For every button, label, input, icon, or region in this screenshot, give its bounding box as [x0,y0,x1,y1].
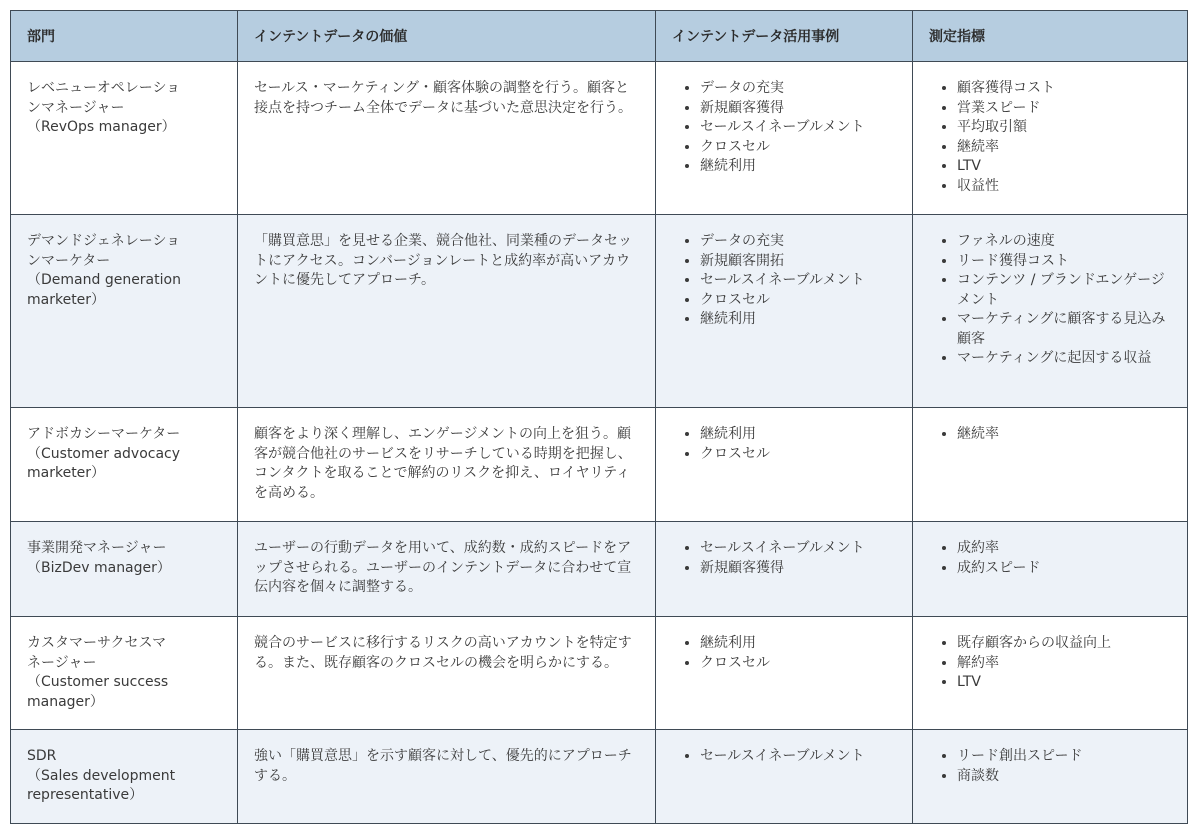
metric-item: • リード創出スピード [957,747,1171,767]
use-case-item: • クロスセル [700,138,896,158]
metric-item: • 既存顧客からの収益向上 [957,634,1171,654]
department-name-line: カスタマーサクセスマ [27,635,167,651]
department-name-line: （Sales development [27,767,176,784]
metric-item: • 成約スピード [957,559,1171,579]
department-cell [11,730,238,824]
header-metrics: 測定指標 [913,11,1188,62]
department-name-line: レベニューオペレーショ [27,80,181,96]
use-case-item: • セールスイネーブルメント [700,271,896,291]
use-case-item: • 新規顧客獲得 [700,559,896,579]
metric-item: • マーケティングに起因する収益 [957,349,1171,369]
intent-data-table [10,10,1188,824]
department-name-line: ネージャー [27,654,97,671]
department-name-line: （BizDev manager） [27,559,171,576]
use-case-list [672,232,896,330]
department-name-line: ンマネージャー [27,99,125,116]
intent-value-cell: セールス・マーケティング・顧客体験の調整を行う。顧客と接点を持つチーム全体でデータに基づいた意思決定を行う。 [238,62,656,215]
header-intent-value: インテントデータの価値 [238,11,656,62]
metric-item: • コンテンツ / ブランドエンゲージメント [957,271,1171,310]
metric-list [929,634,1171,693]
metrics-cell [913,215,1188,408]
table-row [11,617,1188,730]
intent-value-cell: ユーザーの行動データを用いて、成約数・成約スピードをアップさせられる。ユーザーのインテントデータに合わせて宣伝内容を個々に調整する。 [238,522,656,617]
use-cases-cell [656,522,913,617]
use-case-item: • データの充実 [700,79,896,99]
department-cell [11,62,238,215]
department-cell [11,522,238,617]
use-case-item: • 新規顧客開拓 [700,252,896,272]
department-cell [11,215,238,408]
metric-item: • ファネルの速度 [957,232,1171,252]
use-case-list [672,634,896,673]
intent-value-cell: 「購買意思」を見せる企業、競合他社、同業種のデータセットにアクセス。コンバージョンレートと成約率が高いアカウントに優先してアプローチ。 [238,215,656,408]
intent-value-cell: 競合のサービスに移行するリスクの高いアカウントを特定する。また、既存顧客のクロスセルの機会を明らかにする。 [238,617,656,730]
department-name-line: デマンドジェネレーショ [27,233,181,249]
use-case-item: • セールスイネーブルメント [700,747,896,767]
use-case-item: • 継続利用 [700,634,896,654]
table-header-row [11,11,1188,62]
department-name-line: （Demand generation [27,272,181,288]
metric-item: • 解約率 [957,654,1171,674]
department-name-line: representative） [27,787,144,803]
department-cell [11,408,238,522]
metric-item: • 平均取引額 [957,118,1171,138]
metric-item: • 継続率 [957,138,1171,158]
department-name-line: 事業開発マネージャー [27,540,167,556]
use-case-item: • クロスセル [700,291,896,311]
metric-list [929,425,1171,445]
use-cases-cell [656,408,913,522]
use-case-item: • 継続利用 [700,157,896,177]
department-name-line: ンマーケター [27,252,111,269]
department-name-line: manager） [27,693,104,710]
use-cases-cell [656,62,913,215]
use-case-item: • セールスイネーブルメント [700,118,896,138]
metric-list [929,79,1171,196]
use-case-item: • セールスイネーブルメント [700,539,896,559]
use-cases-cell [656,617,913,730]
metrics-cell [913,617,1188,730]
table-row [11,522,1188,617]
metric-item: • 継続率 [957,425,1171,445]
intent-value-cell: 顧客をより深く理解し、エンゲージメントの向上を狙う。顧客が競合他社のサービスをリサーチしている時期を把握し、コンタクトを取ることで解約のリスクを抑え、ロイヤリティを高める。 [238,408,656,522]
use-case-item: • データの充実 [700,232,896,252]
department-name-line: marketer） [27,291,106,308]
metric-item: • 成約率 [957,539,1171,559]
metric-item: • マーケティングに顧客する見込み顧客 [957,310,1171,349]
department-cell [11,617,238,730]
use-cases-cell [656,730,913,824]
metric-list [929,232,1171,369]
table-row [11,730,1188,824]
use-case-item: • クロスセル [700,654,896,674]
metric-item: • LTV [957,157,1171,177]
metric-list [929,539,1171,578]
table-row [11,215,1188,408]
header-department: 部門 [11,11,238,62]
use-case-item: • 継続利用 [700,310,896,330]
table-row [11,408,1188,522]
department-name-line: （Customer success [27,674,169,690]
metric-item: • LTV [957,673,1171,693]
department-name-line: （Customer advocacy [27,445,181,462]
metrics-cell [913,408,1188,522]
metrics-cell [913,522,1188,617]
metric-list [929,747,1171,786]
metric-item: • 収益性 [957,177,1171,197]
intent-data-table-container [10,10,1187,824]
use-case-list [672,539,896,578]
use-case-item: • 新規顧客獲得 [700,99,896,119]
use-case-list [672,425,896,464]
metrics-cell [913,730,1188,824]
metric-item: • 商談数 [957,767,1171,787]
table-row [11,62,1188,215]
use-case-item: • クロスセル [700,445,896,465]
department-name-line: アドボカシーマーケター [27,426,181,442]
department-name-line: marketer） [27,465,106,481]
header-use-cases: インテントデータ活用事例 [656,11,913,62]
metric-item: • リード獲得コスト [957,252,1171,272]
use-case-list [672,747,896,767]
department-name-line: （RevOps manager） [27,119,176,135]
use-case-list [672,79,896,177]
metrics-cell [913,62,1188,215]
use-cases-cell [656,215,913,408]
metric-item: • 顧客獲得コスト [957,79,1171,99]
department-name-line: SDR [27,748,57,764]
intent-value-cell: 強い「購買意思」を示す顧客に対して、優先的にアプローチする。 [238,730,656,824]
use-case-item: • 継続利用 [700,425,896,445]
metric-item: • 営業スピード [957,99,1171,119]
